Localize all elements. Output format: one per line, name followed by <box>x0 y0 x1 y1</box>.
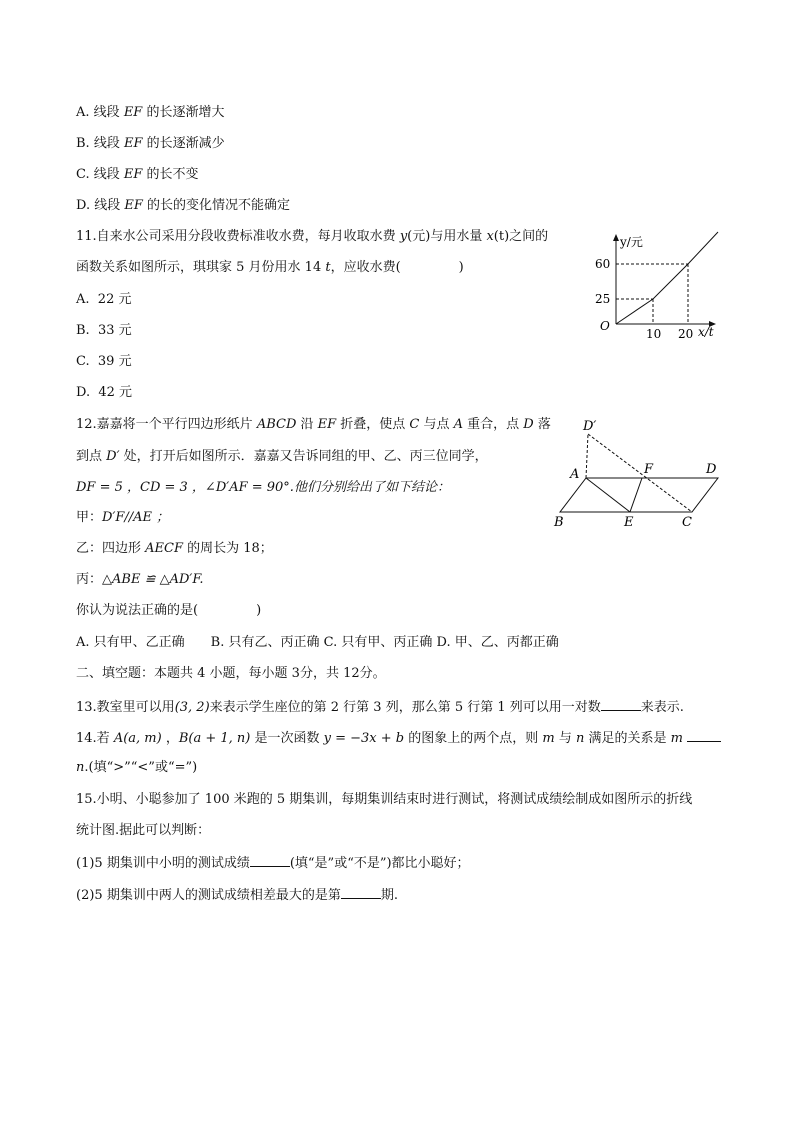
fold-line-ef <box>630 478 642 512</box>
q15-stem-line1: 15.小明、小聪参加了 100 米跑的 5 期集训，每期集训结束时进行测试，将测试成绩绘制成如图所示的折线 <box>76 792 693 807</box>
q15-sub2: (2)5 期集训中两人的测试成绩相差最大的是第 期. <box>76 885 398 905</box>
section-2-heading: 二、填空题：本题共 4 小题，每小题 3分，共 12分。 <box>76 666 386 681</box>
x-tick-10: 10 <box>646 327 662 341</box>
q12-claim-yi: 乙：四边形 AECF 的周长为 18； <box>76 541 273 556</box>
origin-label: O <box>600 319 610 333</box>
q12-options: A. 只有甲、乙正确 B. 只有乙、丙正确 C. 只有甲、丙正确 D. 甲、乙、丙都正确 <box>76 635 559 650</box>
q13-stem: 13.教室里可以用(3, 2)来表示学生座位的第 2 行第 3 列，那么第 5 行第 1 列可以用一对数 来表示. <box>76 697 684 717</box>
q15-stem-line2: 统计图.据此可以判断： <box>76 823 211 838</box>
q10-option-a: A. 线段 EF 的长逐渐增大 <box>76 105 225 120</box>
label-c: C <box>682 515 692 530</box>
y-tick-60: 60 <box>595 257 611 271</box>
label-a: A <box>570 467 580 482</box>
q11-option-c: C. 39 元 <box>76 354 132 369</box>
q14-stem-line1: 14.若 A(a, m) ，B(a + 1, n) 是一次函数 y = −3x + b 的图象上的两个点，则 m 与 n 满足的关系是 m <box>76 728 721 748</box>
segment-ae <box>586 478 630 512</box>
segment-d-prime-c <box>588 434 692 512</box>
q11-water-fee-graph <box>590 226 730 346</box>
q12-stem-line2: 到点 D′ 处，打开后如图所示．嘉嘉又告诉同组的甲、乙、丙三位同学， <box>76 449 488 464</box>
x-axis-label: x/t <box>698 325 714 339</box>
parallelogram-abcd <box>560 478 718 512</box>
q14-stem-line2: n.(填“>”“<”或“=”) <box>76 760 198 775</box>
q12-given-conditions: DF = 5 ，CD = 3 ，∠D′AF = 90°.他们分别给出了如下结论： <box>76 480 450 495</box>
q12-stem-line1: 12.嘉嘉将一个平行四边形纸片 ABCD 沿 EF 折叠，使点 C 与点 A 重合，点 D 落 <box>76 417 551 432</box>
q12-claim-jia: 甲：D′F//AE ； <box>76 510 170 525</box>
label-d: D <box>706 462 717 477</box>
q15-sub1: (1)5 期集训中小明的测试成绩 (填“是”或“不是”)都比小聪好； <box>76 853 470 873</box>
y-axis-label: y/元 <box>620 235 643 249</box>
q11-option-b: B. 33 元 <box>76 323 132 338</box>
q11-option-a: A. 22 元 <box>76 292 132 307</box>
y-axis-arrow <box>613 234 619 241</box>
y-tick-25: 25 <box>595 292 611 306</box>
q13-answer-blank[interactable] <box>601 697 641 711</box>
label-f: F <box>644 462 654 477</box>
label-b: B <box>554 515 564 530</box>
q11-option-d: D. 42 元 <box>76 385 133 400</box>
q10-option-b: B. 线段 EF 的长逐渐减少 <box>76 136 225 151</box>
q10-option-c: C. 线段 EF 的长不变 <box>76 167 199 182</box>
x-tick-20: 20 <box>678 327 694 341</box>
q14-answer-blank[interactable] <box>687 728 721 742</box>
q15-sub2-answer-blank[interactable] <box>341 885 381 899</box>
q12-parallelogram-figure <box>548 416 738 534</box>
q15-sub1-answer-blank[interactable] <box>250 853 290 867</box>
q11-stem-line1: 11.自来水公司采用分段收费标准收水费，每月收取水费 y(元)与用水量 x(t)之间的 <box>76 229 549 244</box>
q12-claim-bing: 丙：△ABE ≌ △AD′F. <box>76 572 204 587</box>
label-d-prime: D′ <box>583 419 597 434</box>
q11-stem-line2: 函数关系如图所示，琪琪家 5 月份用水 14 t，应收水费( ) <box>76 260 464 275</box>
q12-question: 你认为说法正确的是( ) <box>76 603 262 618</box>
label-e: E <box>624 515 634 530</box>
segment-ad-prime <box>586 434 588 478</box>
q10-option-d: D. 线段 EF 的长的变化情况不能确定 <box>76 198 291 213</box>
